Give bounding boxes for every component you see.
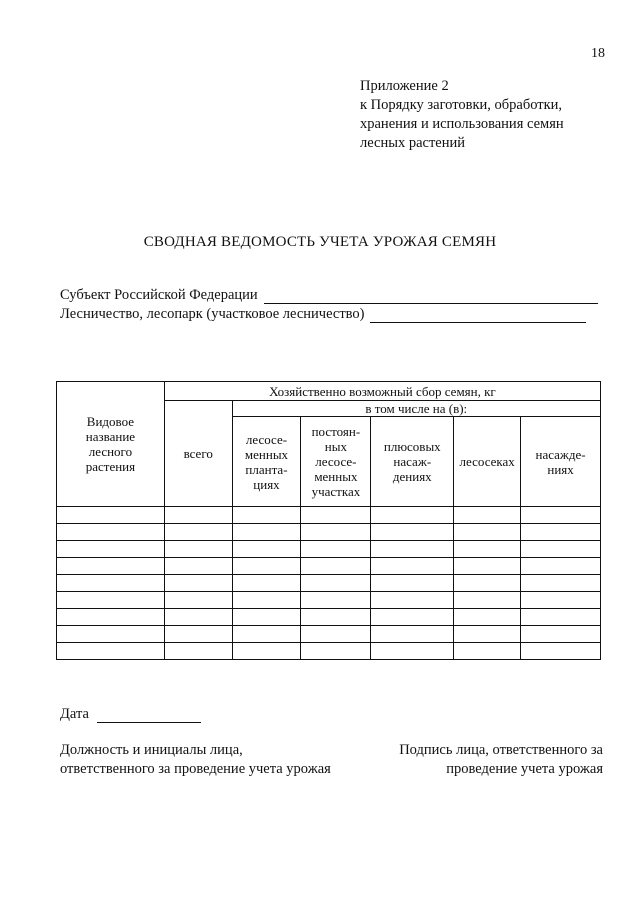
- including-header: в том числе на (в):: [232, 401, 600, 417]
- table-row: [57, 592, 601, 609]
- table-cell: [301, 626, 371, 643]
- table-cell: [454, 507, 521, 524]
- table-cell: [57, 592, 165, 609]
- table-cell: [521, 507, 601, 524]
- table-row: [57, 626, 601, 643]
- table-cell: [521, 643, 601, 660]
- signature-line-2: проведение учета урожая: [446, 761, 603, 777]
- table-cell: [371, 524, 454, 541]
- table-cell: [371, 558, 454, 575]
- table-cell: [164, 541, 232, 558]
- page-number: 18: [591, 46, 605, 61]
- table-cell: [454, 643, 521, 660]
- table-cell: [454, 592, 521, 609]
- sub-header-text: постоян-ных лесосе-менных участках: [311, 424, 361, 499]
- table-row: [57, 507, 601, 524]
- table-cell: [301, 609, 371, 626]
- table-cell: [371, 626, 454, 643]
- plus-stands-header: [371, 417, 454, 507]
- appendix-line: хранения и использования семян: [360, 116, 564, 132]
- table-cell: [371, 575, 454, 592]
- sub-header-text: плюсовых насаж-дениях: [383, 439, 441, 484]
- table-cell: [232, 575, 301, 592]
- position-initials-caption: [60, 741, 331, 779]
- table-cell: [521, 609, 601, 626]
- cutting-areas-header: лесосеках: [454, 417, 521, 507]
- table-cell: [301, 507, 371, 524]
- date-label: Дата: [60, 706, 89, 722]
- stands-header: [521, 417, 601, 507]
- date-input-line: [97, 708, 201, 723]
- seed-plantations-header: [232, 417, 301, 507]
- table-cell: [164, 609, 232, 626]
- table-row: [57, 575, 601, 592]
- species-header: [57, 382, 165, 507]
- table-cell: [454, 558, 521, 575]
- date-field: [60, 706, 201, 723]
- species-header-text: Видовое название лесного растения: [85, 414, 136, 474]
- table-cell: [57, 558, 165, 575]
- signature-caption: [380, 741, 603, 779]
- table-row: [57, 609, 601, 626]
- table-cell: [454, 524, 521, 541]
- subject-input-line: [264, 289, 598, 304]
- table-cell: [232, 541, 301, 558]
- sub-header-text: насажде-ниях: [535, 446, 586, 477]
- harvest-group-header: Хозяйственно возможный сбор семян, кг: [164, 382, 600, 401]
- forestry-label: Лесничество, лесопарк (участковое лесничество): [60, 306, 365, 322]
- table-cell: [57, 626, 165, 643]
- table-cell: [232, 524, 301, 541]
- position-line-1: Должность и инициалы лица,: [60, 742, 243, 758]
- table-cell: [232, 558, 301, 575]
- table-cell: [301, 558, 371, 575]
- position-line-2: ответственного за проведение учета урожая: [60, 761, 331, 777]
- table-cell: [232, 643, 301, 660]
- table-cell: [301, 592, 371, 609]
- table-cell: [57, 541, 165, 558]
- appendix-line: к Порядку заготовки, обработки,: [360, 97, 563, 113]
- table-cell: [371, 507, 454, 524]
- table-cell: [371, 609, 454, 626]
- table-cell: [521, 592, 601, 609]
- table-cell: [164, 524, 232, 541]
- table-cell: [301, 643, 371, 660]
- table-cell: [454, 626, 521, 643]
- table-cell: [164, 507, 232, 524]
- table-cell: [301, 575, 371, 592]
- table-row: [57, 558, 601, 575]
- document-title: СВОДНАЯ ВЕДОМОСТЬ УЧЕТА УРОЖАЯ СЕМЯН: [143, 234, 497, 250]
- table-cell: [521, 558, 601, 575]
- table-cell: [164, 558, 232, 575]
- table-cell: [521, 524, 601, 541]
- table-cell: [521, 626, 601, 643]
- forestry-input-line: [370, 308, 586, 323]
- table-cell: [57, 575, 165, 592]
- subject-field: [60, 287, 598, 304]
- table-row: [57, 643, 601, 660]
- appendix-note: [360, 77, 564, 153]
- table-cell: [232, 609, 301, 626]
- table-cell: [521, 541, 601, 558]
- table-cell: [164, 626, 232, 643]
- signature-line-1: Подпись лица, ответственного за: [399, 742, 603, 758]
- table-cell: [57, 524, 165, 541]
- permanent-seed-plots-header: [301, 417, 371, 507]
- table-cell: [371, 541, 454, 558]
- total-header: всего: [164, 401, 232, 507]
- table-cell: [301, 541, 371, 558]
- table-cell: [57, 507, 165, 524]
- table-row: [57, 524, 601, 541]
- table-cell: [164, 592, 232, 609]
- table-cell: [371, 643, 454, 660]
- sub-header-text: лесосе-менных планта-циях: [244, 431, 289, 492]
- table-cell: [454, 609, 521, 626]
- subject-label: Субъект Российской Федерации: [60, 287, 258, 303]
- forestry-field: [60, 306, 586, 323]
- table-cell: [301, 524, 371, 541]
- table-cell: [57, 643, 165, 660]
- table-cell: [57, 609, 165, 626]
- table-cell: [454, 541, 521, 558]
- table-cell: [371, 592, 454, 609]
- appendix-line: Приложение 2: [360, 78, 449, 94]
- table-row: [57, 541, 601, 558]
- table-cell: [454, 575, 521, 592]
- table-cell: [232, 626, 301, 643]
- table-cell: [232, 507, 301, 524]
- table-cell: [521, 575, 601, 592]
- table-cell: [232, 592, 301, 609]
- appendix-line: лесных растений: [360, 135, 466, 151]
- seed-harvest-table: [56, 381, 601, 660]
- table-cell: [164, 643, 232, 660]
- table-cell: [164, 575, 232, 592]
